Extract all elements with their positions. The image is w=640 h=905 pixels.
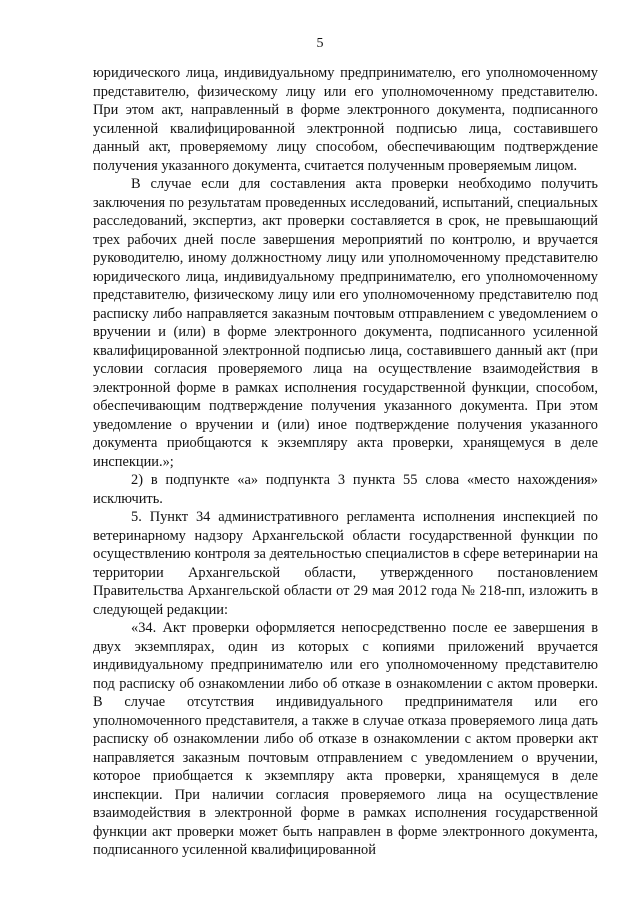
document-body xyxy=(93,64,598,860)
paragraph-2: В случае если для составления акта проверки необходимо получить заключения по результатам проведенных исследований, испытаний, специальных расследований, экспертиз, акт проверки составляется в срок, не превышающий трех рабочих дней после завершения мероприятий по контролю, и вручается руководителю, иному должностному лицу или уполномоченному представителю юридического лица, индивидуальному предпринимателю, его уполномоченному представителю, физическому лицу или его уполномоченному представителю под расписку либо направляется заказным почтовым отправлением с уведомлением о вручении и (или) в форме электронного документа, подписанного усиленной квалифицированной электронной подписью лица, составившего данный акт (при условии согласия проверяемого лица на осуществление взаимодействия в электронной форме в рамках исполнения государственной функции, способом, обеспечивающим подтверждение получения указанного документа. При этом уведомление о вручении и (или) иное подтверждение получения указанного документа приобщаются к экземпляру акта проверки, хранящемуся в деле инспекции.»; xyxy=(93,176,598,470)
paragraph-1: юридического лица, индивидуальному предпринимателю, его уполномоченному представителю, физическому лицу или его уполномоченному представителю. При этом акт, направленный в форме электронного документа, подписанного усиленной квалифицированной электронной подписью лица, составившего данный акт, проверяемому лицу способом, обеспечивающим подтверждение получения указанного документа, считается полученным проверяемым лицом. xyxy=(93,65,598,174)
paragraph-4: 5. Пункт 34 административного регламента исполнения инспекцией по ветеринарному надзору Архангельской области государственной функции по осуществлению контроля за деятельностью специалистов в сфере ветеринарии на территории Архангельской области, утвержденного постановлением Правительства Архангельской области от 29 мая 2012 года № 218-пп, изложить в следующей редакции: xyxy=(93,509,598,618)
page-number: 5 xyxy=(316,36,324,51)
paragraph-3: 2) в подпункте «а» подпункта 3 пункта 55 слова «место нахождения» исключить. xyxy=(93,472,598,507)
paragraph-5: «34. Акт проверки оформляется непосредственно после ее завершения в двух экземплярах, один из которых с копиями приложений вручается индивидуальному предпринимателю или его уполномоченному представителю под расписку об ознакомлении либо об отказе в ознакомлении с актом проверки. В случае отсутствия индивидуального предпринимателя или его уполномоченного представителя, а также в случае отказа проверяемого лица дать расписку об ознакомлении либо об отказе в ознакомлении с актом проверки акт направляется заказным почтовым отправлением с уведомлением о вручении, которое приобщается к экземпляру акта проверки, хранящемуся в деле инспекции. При наличии согласия проверяемого лица на осуществление взаимодействия в электронной форме в рамках исполнения государственной функции акт проверки может быть направлен в форме электронного документа, подписанного усиленной квалифицированной xyxy=(93,620,598,858)
